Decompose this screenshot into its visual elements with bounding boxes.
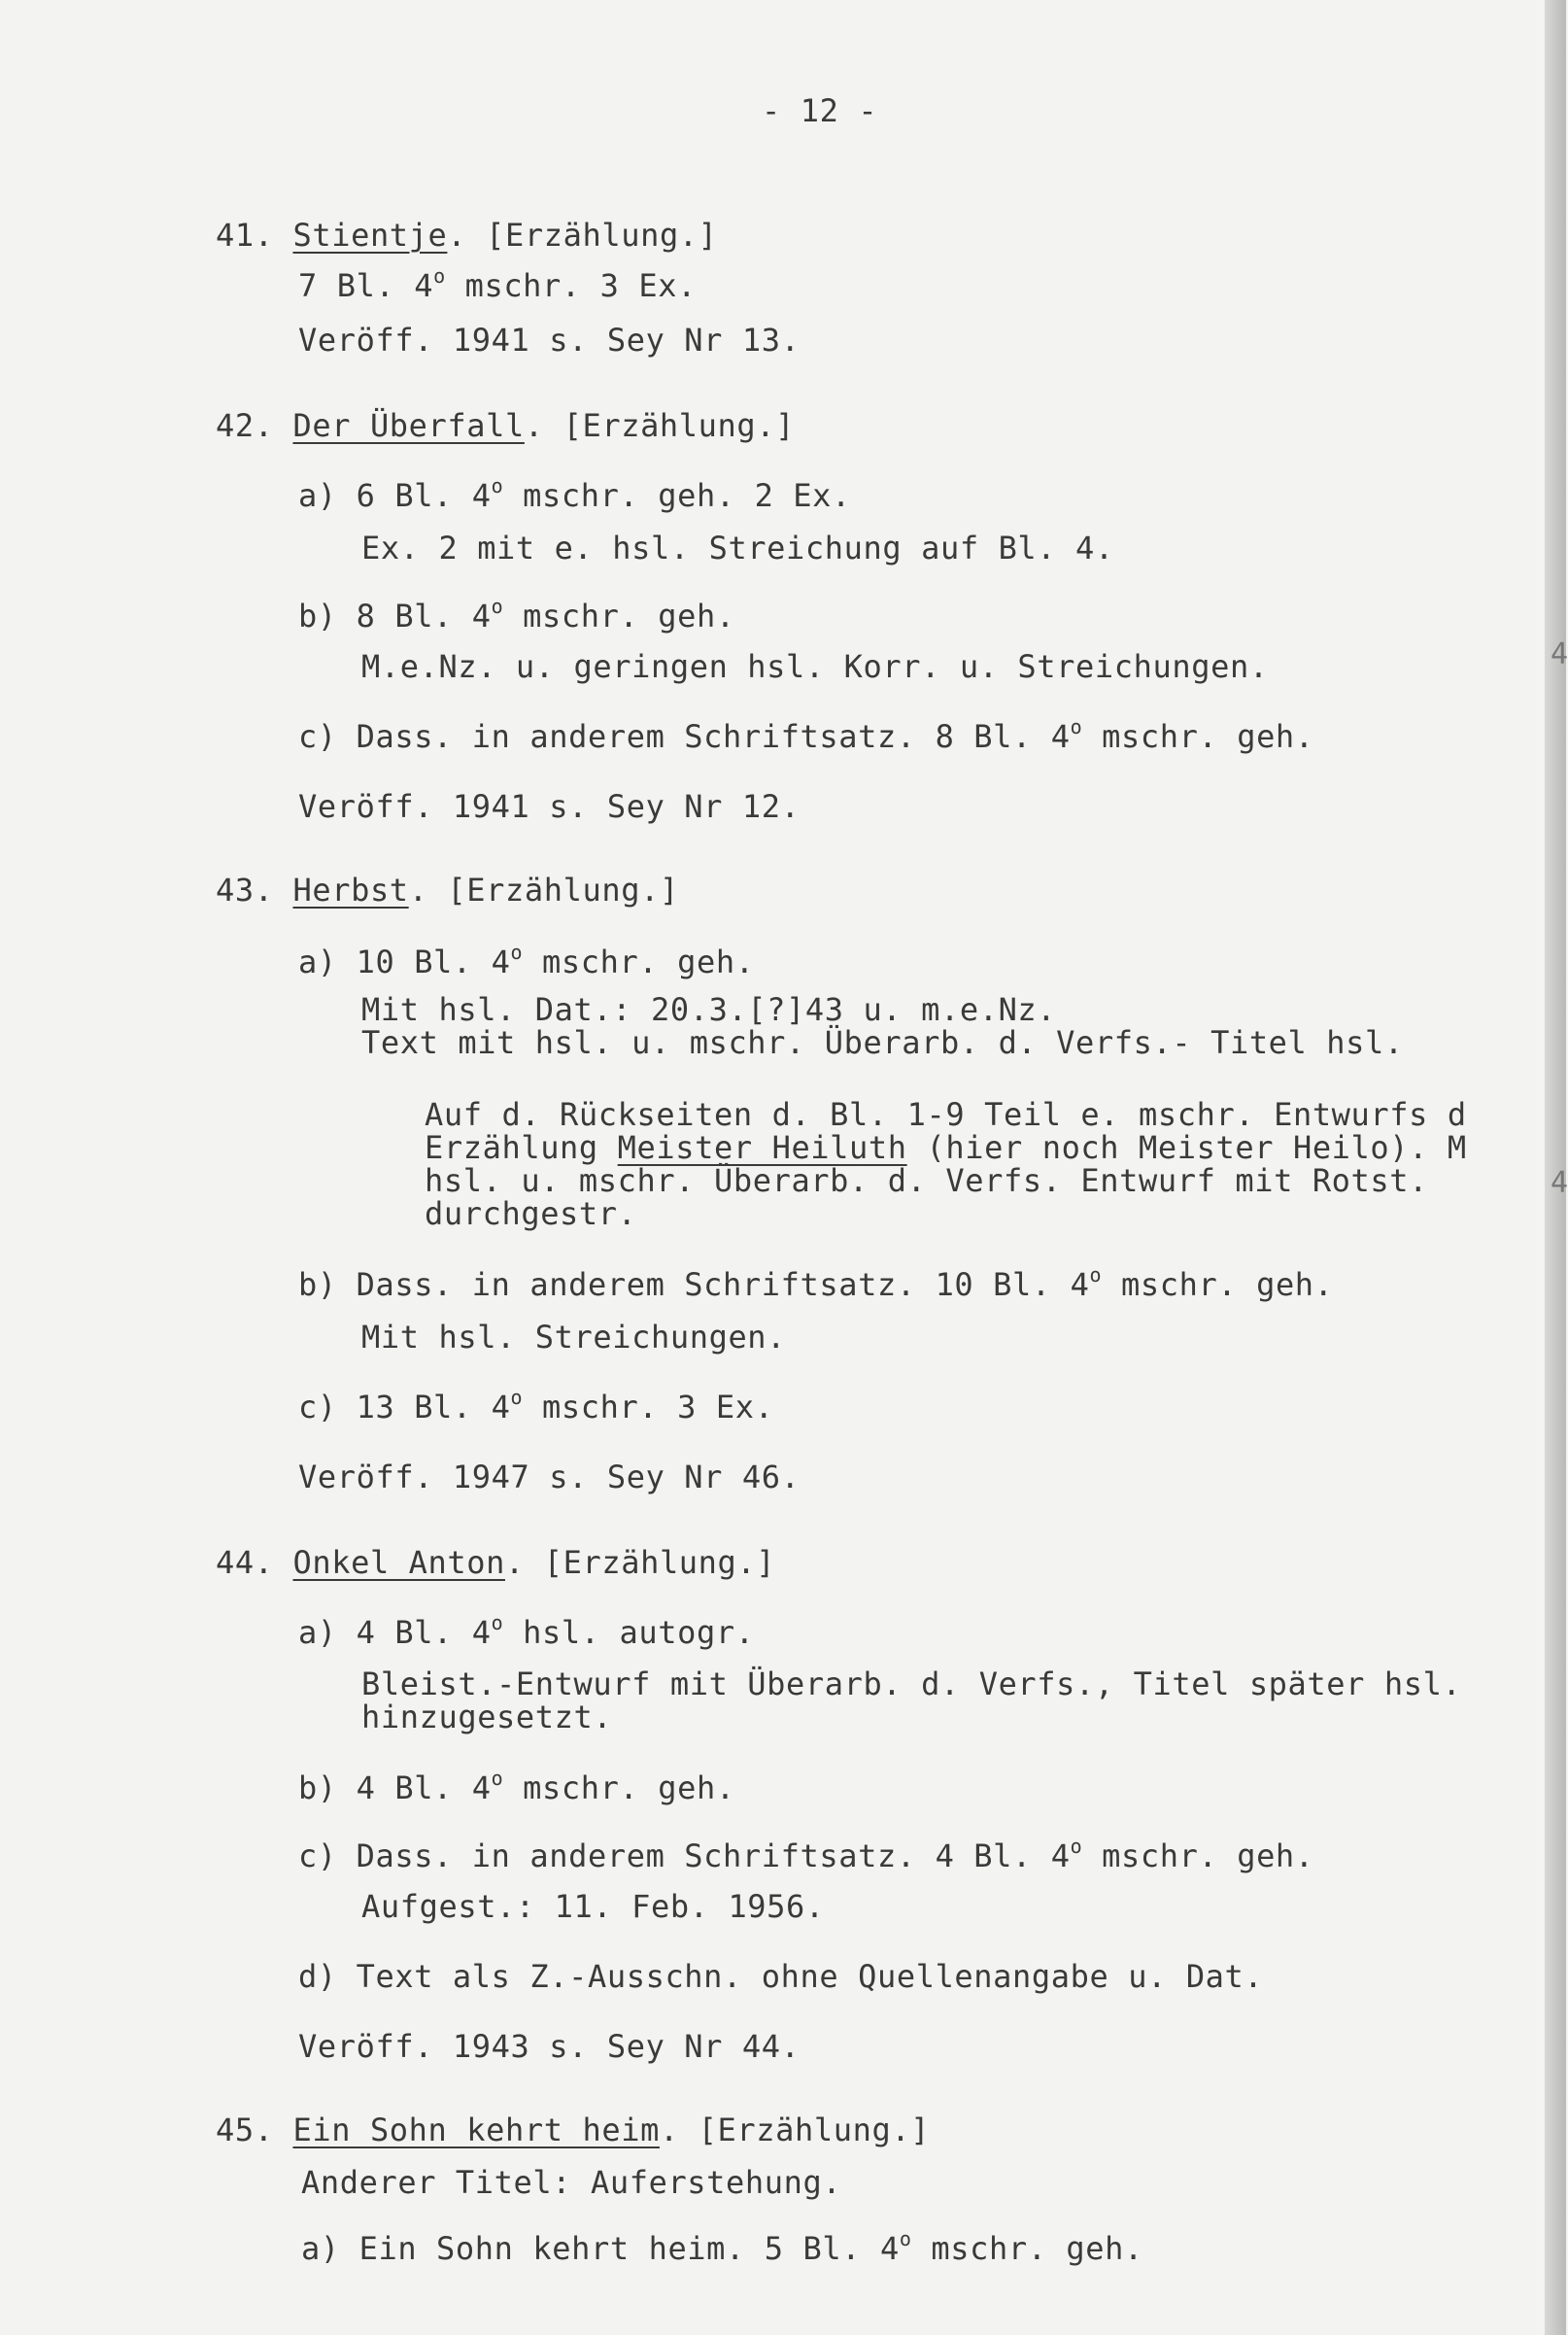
entry-43-item-c: c) 13 Bl. 4$^o$ mschr. 3 Ex. bbox=[298, 1386, 774, 1425]
entry-number: 44. bbox=[216, 1544, 274, 1581]
referenced-title: Meister Heiluth bbox=[617, 1129, 907, 1166]
entry-genre: . [Erzählung.] bbox=[505, 1544, 776, 1581]
entry-43-reverse-note-1: Auf d. Rückseiten d. Bl. 1-9 Teil e. mschr. Entwurfs d bbox=[425, 1096, 1467, 1133]
entry-43-reverse-note-3: hsl. u. mschr. Überarb. d. Verfs. Entwurf mit Rotst. bbox=[425, 1162, 1429, 1199]
entry-number: 45. bbox=[216, 2112, 274, 2148]
entry-41-publication: Veröff. 1941 s. Sey Nr 13. bbox=[298, 322, 801, 359]
entry-41-line: 7 Bl. 4$^o$ mschr. 3 Ex. bbox=[298, 264, 697, 304]
entry-42-heading bbox=[216, 408, 795, 443]
entry-genre: . [Erzählung.] bbox=[524, 407, 795, 444]
entry-43-publication: Veröff. 1947 s. Sey Nr 46. bbox=[298, 1459, 801, 1495]
entry-44-heading bbox=[216, 1545, 775, 1580]
degree-mark: o bbox=[433, 264, 446, 288]
entry-44-item-d: d) Text als Z.-Ausschn. ohne Quellenangabe u. Dat. bbox=[298, 1958, 1264, 1995]
entry-title: Stientje bbox=[292, 217, 448, 254]
entry-43-item-a: a) 10 Bl. 4$^o$ mschr. geh. bbox=[298, 941, 755, 980]
entry-44-publication: Veröff. 1943 s. Sey Nr 44. bbox=[298, 2028, 801, 2065]
entry-43-item-b-note: Mit hsl. Streichungen. bbox=[361, 1319, 787, 1356]
entry-title: Onkel Anton bbox=[292, 1544, 506, 1581]
entry-42-item-b: b) 8 Bl. 4$^o$ mschr. geh. bbox=[298, 595, 735, 635]
degree-mark: o bbox=[491, 474, 504, 498]
entry-title: Herbst bbox=[292, 872, 409, 909]
entry-43-item-a-date: Mit hsl. Dat.: 20.3.[?]43 u. m.e.Nz. bbox=[361, 991, 1057, 1028]
entry-45-item-a: a) Ein Sohn kehrt heim. 5 Bl. 4$^o$ mschr. geh. bbox=[301, 2227, 1143, 2267]
entry-42-item-b-note: M.e.Nz. u. geringen hsl. Korr. u. Streichungen. bbox=[361, 648, 1269, 685]
entry-genre: . [Erzählung.] bbox=[659, 2112, 931, 2148]
entry-title: Der Überfall bbox=[292, 407, 525, 444]
entry-number: 43. bbox=[216, 872, 274, 909]
entry-42-item-a: a) 6 Bl. 4$^o$ mschr. geh. 2 Ex. bbox=[298, 474, 851, 514]
degree-mark: o bbox=[899, 2227, 912, 2250]
entry-44-item-a: a) 4 Bl. 4$^o$ hsl. autogr. bbox=[298, 1611, 755, 1651]
entry-number: 41. bbox=[216, 217, 274, 254]
bleed-through-mark: 4 bbox=[1551, 1166, 1568, 1200]
entry-42-item-c: c) Dass. in anderem Schriftsatz. 8 Bl. 4$^o$ mschr. geh. bbox=[298, 715, 1314, 755]
degree-mark: o bbox=[491, 595, 504, 618]
degree-mark: o bbox=[1089, 1263, 1103, 1287]
page-number: - 12 - bbox=[762, 92, 878, 129]
degree-mark: o bbox=[510, 1386, 524, 1409]
entry-42-publication: Veröff. 1941 s. Sey Nr 12. bbox=[298, 788, 801, 825]
bleed-through-mark: 4 bbox=[1551, 637, 1568, 671]
entry-44-item-a-note-1: Bleist.-Entwurf mit Überarb. d. Verfs., Titel später hsl. bbox=[361, 1665, 1462, 1702]
entry-45-heading bbox=[216, 2112, 930, 2147]
entry-44-item-b: b) 4 Bl. 4$^o$ mschr. geh. bbox=[298, 1767, 735, 1806]
entry-44-item-a-note-2: hinzugesetzt. bbox=[361, 1699, 613, 1735]
entry-43-heading bbox=[216, 873, 679, 908]
degree-mark: o bbox=[491, 1767, 504, 1790]
entry-genre: . [Erzählung.] bbox=[408, 872, 679, 909]
degree-mark: o bbox=[510, 941, 524, 964]
degree-mark: o bbox=[1070, 715, 1083, 738]
entry-title: Ein Sohn kehrt heim bbox=[292, 2112, 660, 2148]
entry-43-reverse-note-4: durchgestr. bbox=[425, 1195, 637, 1232]
entry-43-item-a-note: Text mit hsl. u. mschr. Überarb. d. Verfs.- Titel hsl. bbox=[361, 1024, 1404, 1061]
entry-44-item-c: c) Dass. in anderem Schriftsatz. 4 Bl. 4$^o$ mschr. geh. bbox=[298, 1835, 1314, 1874]
entry-43-reverse-note-2: Erzählung Meister Heiluth (hier noch Meister Heilo). M bbox=[425, 1129, 1467, 1166]
entry-44-item-c-date: Aufgest.: 11. Feb. 1956. bbox=[361, 1888, 825, 1925]
entry-41-heading bbox=[216, 218, 718, 253]
entry-43-item-b: b) Dass. in anderem Schriftsatz. 10 Bl. 4$^o$ mschr. geh. bbox=[298, 1263, 1334, 1303]
degree-mark: o bbox=[491, 1611, 504, 1634]
degree-mark: o bbox=[1070, 1835, 1083, 1858]
entry-42-item-a-note: Ex. 2 mit e. hsl. Streichung auf Bl. 4. bbox=[361, 530, 1114, 567]
entry-45-alt-title: Anderer Titel: Auferstehung. bbox=[301, 2164, 842, 2201]
entry-number: 42. bbox=[216, 407, 274, 444]
entry-genre: . [Erzählung.] bbox=[447, 217, 718, 254]
